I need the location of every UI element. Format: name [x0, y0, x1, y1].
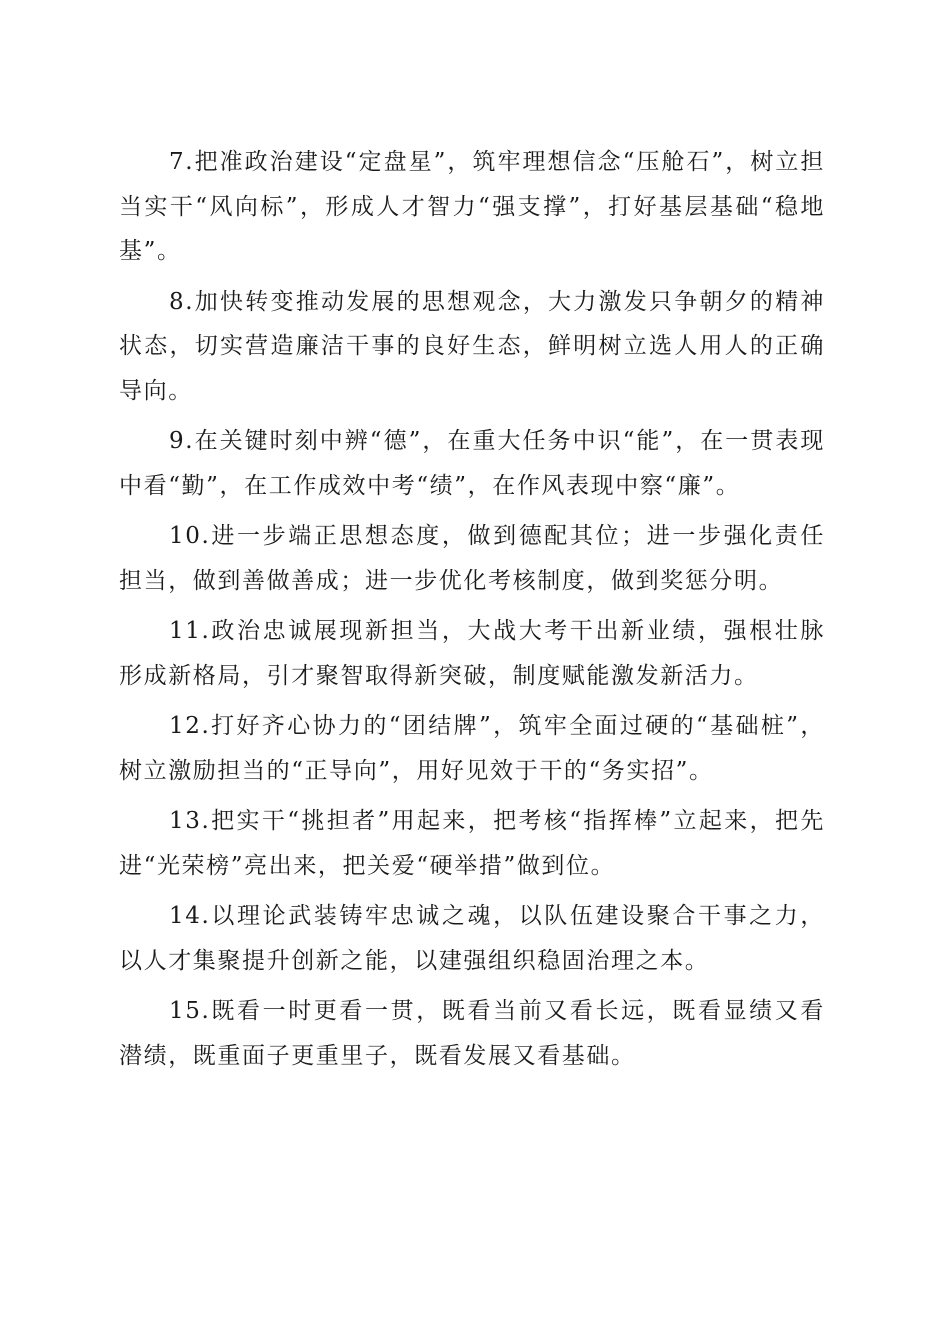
- paragraph-7: 7.把准政治建设“定盘星”，筑牢理想信念“压舱石”，树立担当实干“风向标”，形成人才智力“强支撑”，打好基层基础“稳地基”。: [119, 149, 825, 264]
- paragraph-15: 15.既看一时更看一贯，既看当前又看长远，既看显绩又看潜绩，既重面子更重里子，既看发展又看基础。: [119, 998, 825, 1069]
- paragraph-14: 14.以理论武装铸牢忠诚之魂，以队伍建设聚合干事之力，以人才集聚提升创新之能，以建强组织稳固治理之本。: [119, 903, 825, 974]
- paragraph-9: 9.在关键时刻中辨“德”，在重大任务中识“能”，在一贯表现中看“勤”，在工作成效中考“绩”，在作风表现中察“廉”。: [119, 428, 825, 499]
- document-body: [119, 140, 825, 1084]
- paragraph-12: 12.打好齐心协力的“团结牌”，筑牢全面过硬的“基础桩”，树立激励担当的“正导向”，用好见效于干的“务实招”。: [119, 713, 825, 784]
- paragraph-8: 8.加快转变推动发展的思想观念，大力激发只争朝夕的精神状态，切实营造廉洁干事的良好生态，鲜明树立选人用人的正确导向。: [119, 288, 825, 404]
- paragraph-13: 13.把实干“挑担者”用起来，把考核“指挥棒”立起来，把先进“光荣榜”亮出来，把关爱“硬举措”做到位。: [119, 808, 825, 879]
- paragraph-11: 11.政治忠诚展现新担当，大战大考干出新业绩，强根壮脉形成新格局，引才聚智取得新突破，制度赋能激发新活力。: [119, 618, 825, 689]
- paragraph-10: 10.进一步端正思想态度，做到德配其位；进一步强化责任担当，做到善做善成；进一步优化考核制度，做到奖惩分明。: [119, 523, 825, 594]
